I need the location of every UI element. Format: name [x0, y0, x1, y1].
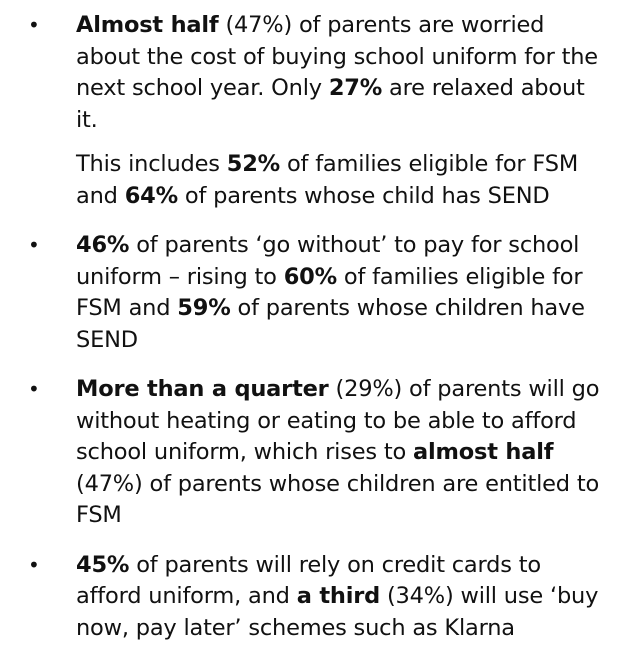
list-item-credit-cards [0, 550, 622, 645]
text-run: 60% [283, 263, 337, 290]
paragraph-includes-fsm-send [76, 149, 612, 212]
text-run: 59% [177, 295, 231, 321]
bullet-marker: • [28, 377, 40, 401]
text-run: (34%) will use ‘buy now, pay later’ schemes such as Klarna [76, 583, 599, 641]
text-run: of parents will rely on credit cards to afford uniform, and [76, 551, 541, 609]
text-run: 52% [226, 151, 280, 177]
list-item-parents-worried [0, 10, 622, 212]
text-run: of parents whose children have SEND [76, 295, 585, 353]
text-run: (47%) of parents are worried about the cost of buying school uniform for the next school year. Only [76, 12, 598, 101]
paragraph-worried-cost [76, 10, 612, 136]
text-run: of parents whose child has SEND [177, 182, 550, 209]
text-run: are relaxed about it. [76, 75, 585, 133]
text-run: More than a quarter [76, 376, 329, 402]
bullet-list [0, 10, 622, 662]
text-run: 27% [328, 75, 383, 101]
text-run: a third [296, 583, 381, 609]
text-run: almost half [413, 439, 554, 465]
text-run: Almost half [76, 12, 219, 38]
list-item-go-without [0, 230, 622, 356]
text-run: 64% [124, 182, 178, 209]
bullet-marker: • [28, 552, 40, 577]
paragraph-credit-cards [76, 550, 612, 645]
text-run: 46% [76, 232, 130, 258]
paragraph-go-without [76, 230, 612, 356]
list-item-heating-eating [0, 374, 622, 532]
text-run: (29%) of parents will go without heating or eating to be able to afford school uniform, which rises to [76, 376, 600, 465]
text-run: of parents ‘go without’ to pay for school uniform – rising to [76, 232, 580, 290]
text-run: of families eligible for FSM and [76, 263, 583, 321]
bullet-marker: • [28, 233, 40, 257]
text-run: 45% [76, 551, 130, 578]
paragraph-heating-eating [76, 374, 612, 532]
text-run: of families eligible for FSM and [76, 151, 579, 209]
text-run: (47%) of parents whose children are entitled to FSM [76, 470, 600, 528]
text-run: This includes [76, 151, 227, 177]
bullet-marker: • [28, 13, 40, 37]
